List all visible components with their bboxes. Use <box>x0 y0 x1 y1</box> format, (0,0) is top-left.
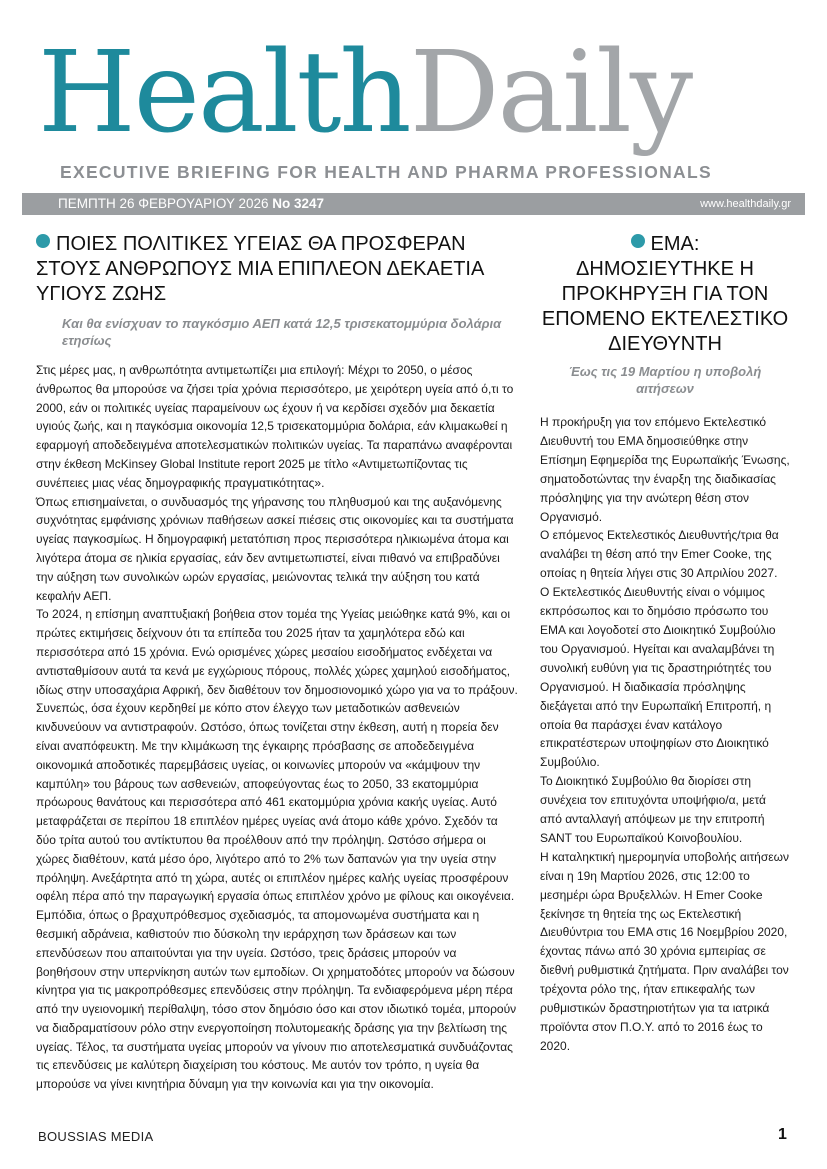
side-article-body <box>540 413 790 1056</box>
main-article-body <box>36 361 518 1094</box>
main-article <box>36 232 518 1094</box>
issue-number: No 3247 <box>272 196 325 211</box>
paragraph: Η προκήρυξη για τον επόμενο Εκτελεστικό Διευθυντή του ΕΜΑ δημοσιεύθηκε στην Επίσημη Εφημερίδα της Ευρωπαϊκής Ένωσης, σηματοδοτώντας την έναρξη της διαδικασίας πρόσληψης για την ανώτερη θέση στον Οργανισμό. <box>540 415 790 524</box>
main-article-subtitle: Και θα ενίσχυαν το παγκόσμιο ΑΕΠ κατά 12,5 τρισεκατομμύρια δολάρια ετησίως <box>62 316 502 348</box>
main-article-title: ΠΟΙΕΣ ΠΟΛΙΤΙΚΕΣ ΥΓΕΙΑΣ ΘΑ ΠΡΟΣΦΕΡΑΝ ΣΤΟΥΣ ΑΝΘΡΩΠΟΥΣ ΜΙΑ ΕΠΙΠΛΕΟΝ ΔΕΚΑΕΤΙΑ ΥΓΙΟΥΣ ΖΩΗΣ <box>36 233 484 305</box>
website-link[interactable]: www.healthdaily.gr <box>700 198 791 210</box>
side-article-title: ΕΜΑ: ΔΗΜΟΣΙΕΥΤΗΚΕ Η ΠΡΟΚΗΡΥΞΗ ΓΙΑ ΤΟΝ ΕΠΟΜΕΝΟ ΕΚΤΕΛΕΣΤΙΚΟ ΔΙΕΥΘΥΝΤΗ <box>541 233 789 355</box>
paragraph: Όπως επισημαίνεται, ο συνδυασμός της γήρανσης του πληθυσμού και της αυξανόμενης συχνότητας εμφάνισης χρόνιων παθήσεων ασκεί πιέσεις στις οικονομίες και τα συστήματα υγείας παγκοσμίως. Η δημογραφική μετατόπιση προς περισσότερα ηλικιωμένα άτομα και λιγότερα άτομα σε ηλικία εργασίας, εάν δεν αντιμετωπιστεί, είναι πιθανό να επιβραδύνει την αύξηση των συνολικών ωρών εργασίας, μειώνοντας τελικά την αύξηση του κατά κεφαλήν ΑΕΠ. <box>36 494 514 603</box>
paragraph: Ο επόμενος Εκτελεστικός Διευθυντής/τρια θα αναλάβει τη θέση από την Emer Cooke, της οποίας η θητεία λήγει στις 30 Απριλίου 2027. <box>540 528 779 581</box>
side-article <box>540 232 790 1056</box>
paragraph: Το Διοικητικό Συμβούλιο θα διορίσει στη συνέχεια τον επιτυχόντα υποψήφιο/α, μετά από ανταλλαγή απόψεων με την επιτροπή SANT του Ευρωπαϊκού Κοινοβουλίου. <box>540 774 766 845</box>
logo <box>38 30 691 156</box>
bullet-dot-icon <box>36 234 50 248</box>
paragraph: Στις μέρες μας, η ανθρωπότητα αντιμετωπίζει μια επιλογή: Μέχρι το 2050, ο μέσος άνθρωπος θα μπορούσε να ζήσει τρία χρόνια περισσότερο, με χειρότερη υγεία από ό,τι το 2000, εάν οι πολιτικές υγείας παραμείνουν ως έχουν ή να κερδίσει σχεδόν μια δεκαετία υγιούς ζωής, και η παγκόσμια οικονομία 12,5 τρισεκατομμύρια δολάρια, εάν κλιμακωθεί η εφαρμογή αποδεδειγμένα αποτελεσματικών πολιτικών υγείας. Τα παραπάνω αναφέρονται στην έκθεση McKinsey Global Institute report 2025 με τίτλο «Αντιμετωπίζοντας τις συνέπειες μιας νέας δημογραφικής πραγματικότητας». <box>36 363 514 490</box>
publisher-name: BOUSSIAS MEDIA <box>38 1129 154 1144</box>
tagline: EXECUTIVE BRIEFING FOR HEALTH AND PHARMA PROFESSIONALS <box>60 162 712 182</box>
issue-date-line <box>58 193 324 215</box>
side-article-subtitle: Έως τις 19 Μαρτίου η υποβολή αιτήσεων <box>568 364 762 396</box>
issue-date: ΠΕΜΠΤΗ 26 ΦΕΒΡΟΥΑΡΙΟΥ 2026 <box>58 196 269 211</box>
logo-health: Health <box>38 28 410 158</box>
paragraph: Η καταληκτική ημερομηνία υποβολής αιτήσεων είναι η 19η Μαρτίου 2026, στις 12:00 το μεσημέρι ώρα Βρυξελλών. Η Emer Cooke ξεκίνησε τη θητεία της ως Εκτελεστική Διευθύντρια του EMA στις 16 Νοεμβρίου 2020, έχοντας πάνω από 30 χρόνια εμπειρίας σε διεθνή ρυθμιστικά ζητήματα. Πριν αναλάβει τον τρέχοντα ρόλο της, ήταν επικεφαλής των ρυθμιστικών δραστηριοτήτων για τα ιατρικά προϊόντα στον Π.Ο.Υ. από το 2016 έως το 2020. <box>540 849 789 1053</box>
paragraph: Το 2024, η επίσημη αναπτυξιακή βοήθεια στον τομέα της Υγείας μειώθηκε κατά 9%, και οι πρώτες εκτιμήσεις δείχνουν ότι τα επίπεδα του 2025 ήταν τα χαμηλότερα εδώ και περισσότερα από 15 χρόνια. Ενώ ορισμένες χώρες μεσαίου εισοδήματος ενδέχεται να αντισταθμίσουν αυτά τα κενά με εγχώριους πόρους, πολλές χώρες χαμηλού εισοδήματος, ιδίως στην υποσαχάρια Αφρική, δεν διαθέτουν τον δημοσιονομικό χώρο για να το πράξουν. Συνεπώς, όσα έχουν κερδηθεί με κόπο στον έλεγχο των μεταδοτικών ασθενειών κινδυνεύουν να αντιστραφούν. Ωστόσο, όπως τονίζεται στην έκθεση, αυτή η πορεία δεν είναι αναπόφευκτη. Με την κλιμάκωση της έγκαιρης πρόσβασης σε αποδεδειγμένα οικονομικά αποδοτικές παρεμβάσεις υγείας, οι κοινωνίες μπορούν να «κάμψουν την καμπύλη» του βάρους των ασθενειών, αποφεύγοντας έως το 2050, 33 εκατομμύρια πρόωρους θανάτους και περισσότερα από 461 εκατομμύρια χρόνια κακής υγείας. Αυτό μεταφράζεται σε περίπου 18 επιπλέον ημέρες υγείας ανά άτομο κάθε χρόνο. Σχεδόν τα δύο τρίτα αυτού του αντίκτυπου θα προέλθουν από την πρόληψη. Ωστόσο σήμερα οι χώρες διαθέτουν, κατά μέσο όρο, λιγότερο από το 2% των δαπανών για την υγεία στην πρόληψη. Ανεξάρτητα από τη χώρα, αυτές οι επιπλέον ημέρες καλής υγείας προσφέρουν οφέλη πέρα από την παραγωγική εργασία όπως επιπλέον χρόνο με φίλους και οικογένεια. <box>36 607 518 904</box>
masthead <box>38 30 798 160</box>
paragraph: Ο Εκτελεστικός Διευθυντής είναι ο νόμιμος εκπρόσωπος και το δημόσιο πρόσωπο του EMA και λογοδοτεί στο Διοικητικό Συμβούλιο του Οργανισμού. Ηγείται και αναλαμβάνει τη συνολική ευθύνη για τις δραστηριότητές του Οργανισμού. Η διαδικασία πρόσληψης διεξάγεται από την Ευρωπαϊκή Επιτροπή, η οποία θα παράσχει έναν κατάλογο επικρατέστερων υποψηφίων στο Διοικητικό Συμβούλιο. <box>540 585 776 770</box>
logo-daily: Daily <box>409 28 692 158</box>
bullet-dot-icon <box>631 234 645 248</box>
date-bar <box>22 193 805 215</box>
paragraph: Εμπόδια, όπως ο βραχυπρόθεσμος σχεδιασμός, τα απομονωμένα συστήματα και η θεσμική αδράνεια, καθιστούν πιο δύσκολη την ιεράρχηση των δράσεων και των επενδύσεων που απαιτούνται για την υγεία. Ωστόσο, τρεις δράσεις μπορούν να βοηθήσουν στην υπερνίκηση αυτών των εμποδίων. Οι χρηματοδότες μπορούν να δώσουν κίνητρα για τις μακροπρόθεσμες επενδύσεις στην πρόληψη. Τα ενδιαφερόμενα μέρη πέρα από την υγειονομική περίθαλψη, τόσο στον δημόσιο όσο και στον ιδιωτικό τομέα, μπορούν να διαδραματίσουν ρόλο στην ενεργοποίηση πολυτομεακής δράσης για την βελτίωση της υγείας. Τέλος, τα συστήματα υγείας μπορούν να γίνουν πιο αποτελεσματικά συνδυάζοντας τις επενδύσεις με καλύτερη διαχείριση του κόστους. Με αυτόν τον τρόπο, η υγεία θα μπορούσε να γίνει κινητήρια δύναμη για την κοινωνία και για την οικονομία. <box>36 908 517 1092</box>
page-number: 1 <box>778 1126 787 1143</box>
